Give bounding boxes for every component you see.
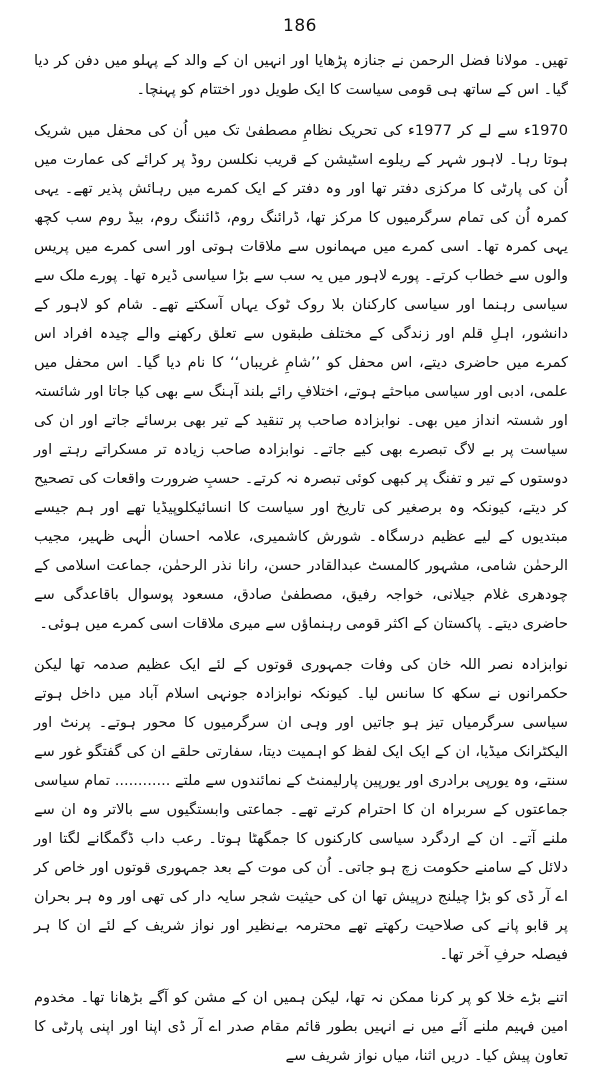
paragraph-2: 1970ء سے لے کر 1977ء کی تحریک نظامِ مصطفیٰ تک میں اُن کی محفل میں شریک ہوتا رہا۔ لاہور شہر کے ریلوے اسٹیشن کے قریب نکلسن روڈ پر کرائے کی عمارت میں اُن کی پارٹی کا مرکزی دفتر تھا اور وہ دفتر کے ایک کمرے میں رہائش پذیر تھے۔ یہی کمرہ اُن کی تمام سرگرمیوں کا مرکز تھا، ڈرائنگ روم، ڈائننگ روم، بیڈ روم سب کچھ یہی کمرہ تھا۔ اسی کمرے میں مہمانوں سے ملاقات ہوتی اور اسی کمرے میں پریس والوں سے خطاب کرتے۔ پورے لاہور میں یہ سب سے بڑا سیاسی ڈیرہ تھا۔ پورے ملک سے سیاسی رہنما اور سیاسی کارکنان بلا روک ٹوک یہاں آسکتے تھے۔ شام کو لاہور کے دانشور، اہلِ قلم اور زندگی کے مختلف طبقوں سے تعلق رکھنے والے چیدہ افراد اس کمرے میں حاضری دیتے، اس محفل کو ’’شامِ غریباں‘‘ کا نام دیا گیا۔ اس محفل میں علمی، ادبی اور سیاسی مباحثے ہوتے، اختلافِ رائے بلند آہنگ سے بھی کیا جاتا اور شائستہ اور شستہ انداز میں بھی۔ نوابزادہ صاحب پر تنقید کے تیر بھی برسائے جاتے اور ان کی سیاست پر بے لاگ تبصرے بھی کیے جاتے۔ نوابزادہ صاحب زیادہ تر مسکراتے رہتے اور دوستوں کے تیر و تفنگ پر کبھی کوئی تبصرہ نہ کرتے۔ حسبِ ضرورت واقعات کی تصحیح کر دیتے، کیونکہ وہ برصغیر کی تاریخ اور سیاست کا انسائیکلوپیڈیا تھے اور ہم جیسے مبتدیوں کے لیے عظیم درسگاہ۔ شورش کاشمیری، علامہ احسان الٰہی ظہیر، مجیب الرحمٰن شامی، مشہور کالمسٹ عبدالقادر حسن، رانا نذر الرحمٰن، جماعت اسلامی کے چودھری غلام جیلانی، خواجہ رفیق، مصطفیٰ صادق، مسعود پوسوال باقاعدگی سے حاضری دیتے۔ پاکستان کے اکثر قومی رہنماؤں سے میری ملاقات اسی کمرے میں ہوئی۔ — [34, 122, 568, 632]
paragraph-1: تھیں۔ مولانا فضل الرحمن نے جنازہ پڑھایا اور انہیں ان کے والد کے پہلو میں دفن کر دیا گیا۔ اس کے ساتھ ہی قومی سیاست کا ایک طویل دور اختتام کو پہنچا۔ — [34, 52, 568, 98]
paragraph-4: اتنے بڑے خلا کو پر کرنا ممکن نہ تھا، لیکن ہمیں ان کے مشن کو آگے بڑھانا تھا۔ مخدوم امین فہیم ملنے آئے میں نے انہیں بطور قائم مقام صدر اے آر ڈی اپنا اور اپنی پارٹی کا تعاون پیش کیا۔ دریں اثنا، میاں نواز شریف سے — [34, 989, 568, 1064]
page-number: 186 — [283, 16, 317, 36]
body-text — [34, 46, 568, 1070]
paragraph-3: نوابزادہ نصر اللہ خان کی وفات جمہوری قوتوں کے لئے ایک عظیم صدمہ تھا لیکن حکمرانوں نے سکھ کا سانس لیا۔ کیونکہ نوابزادہ جونہی اسلام آباد میں داخل ہوتے سیاسی سرگرمیاں تیز ہو جاتیں اور وہی ان سرگرمیوں کا محور ہوتے۔ پرنٹ اور الیکٹرانک میڈیا، ان کے ایک ایک لفظ کو اہمیت دیتا، سفارتی حلقے ان کی گفتگو غور سے سنتے، وہ یورپی برادری اور یورپین پارلیمنٹ کے نمائندوں سے ملتے ............ تمام سیاسی جماعتوں کے سربراہ ان کا احترام کرتے تھے۔ جماعتی وابستگیوں سے بالاتر وہ ان سے ملنے آتے۔ ان کے اردگرد سیاسی کارکنوں کا جمگھٹا ہوتا۔ رعب داب ڈگمگانے لگتا اور دلائل کے سامنے حکومت زچ ہو جاتی۔ اُن کی موت کے بعد جمہوری قوتوں اور خاص کر اے آر ڈی کو بڑا چیلنج درپیش تھا ان کی حیثیت شجر سایہ دار کی تھی اور وہ ہر بحران پر قابو پانے کی صلاحیت رکھتے تھے محترمہ بےنظیر اور نواز شریف کے لئے ان کا ہر فیصلہ حرفِ آخر تھا۔ — [34, 656, 568, 963]
